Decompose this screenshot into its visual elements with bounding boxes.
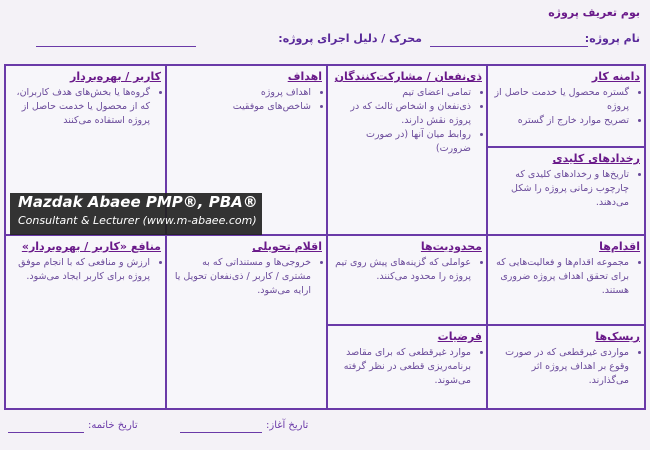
project-name-line[interactable] [430,46,588,47]
scope-cell [486,64,646,148]
stakeholders-list [332,86,482,156]
benefits-list [10,256,161,284]
canvas-title: بوم تعریف پروژه [548,6,640,19]
benefits-cell [4,234,167,410]
users-item: • گروه‌ها یا بخش‌های هدف کاربران، که از محصول یا خدمت حاصل از پروژه استفاده می‌کنند [10,86,150,128]
stakeholders-item: • روابط میان آنها (در صورت ضرورت) [332,128,471,156]
constraints-list [332,256,482,284]
risks-item: • مواردی غیرقطعی که در صورت وقوع بر اهداف پروژه اثر می‌گذارند. [492,346,629,388]
assumptions-cell [326,324,488,410]
assumptions-title: فرضیات [437,330,482,343]
end-date-line[interactable] [8,432,84,433]
deliverables-item: • خروجی‌ها و مستنداتی که به مشتری / کاربر / ذی‌نفعان تحویل یا ارایه می‌شود. [171,256,311,298]
constraints-cell [326,234,488,326]
actions-list [492,256,640,298]
benefits-item: • ارزش و منافعی که با انجام موفق پروژه برای کاربر ایجاد می‌شود. [10,256,150,284]
goals-list [171,86,322,114]
watermark-subtitle: Consultant & Lecturer (www.m-abaee.com) [18,214,257,227]
milestones-cell [486,146,646,236]
stakeholders-item: • ذی‌نفعان و اشخاص ثالث که در پروژه نقش دارند. [332,100,471,128]
risks-list [492,346,640,388]
deliverables-list [171,256,322,298]
deliverables-cell [165,234,328,410]
deliverables-title: اقلام تحویلی [252,240,322,253]
risks-cell [486,324,646,410]
risks-title: ریسک‌ها [595,330,640,343]
actions-item: • مجموعه اقدام‌ها و فعالیت‌هایی که برای تحقق اهداف پروژه ضروری هستند. [492,256,629,298]
project-name-label: نام پروژه: [584,32,640,45]
stakeholders-item: • تمامی اعضای تیم [332,86,471,100]
assumptions-list [332,346,482,388]
users-list [10,86,161,128]
scope-title: دامنه کار [591,70,640,83]
canvas-grid [4,64,646,410]
end-date-label: تاریخ خاتمه: [88,420,138,431]
goals-title: اهداف [287,70,322,83]
driver-line[interactable] [36,46,196,47]
constraints-item: • عواملی که گزینه‌های پیش روی تیم پروژه را محدود می‌کنند. [332,256,471,284]
actions-cell [486,234,646,326]
scope-item: • تصریح موارد خارج از گستره [492,114,629,128]
scope-list [492,86,640,128]
milestones-item: • تاریخ‌ها و رخدادهای کلیدی که چارچوب زمانی پروژه را شکل می‌دهند. [492,168,629,210]
assumptions-item: • موارد غیرقطعی که برای مقاصد برنامه‌ریزی قطعی در نظر گرفته می‌شوند. [332,346,471,388]
start-date-label: تاریخ آغاز: [266,420,309,431]
goals-item: • اهداف پروژه [171,86,311,100]
scope-item: • گستره محصول یا خدمت حاصل از پروژه [492,86,629,114]
actions-title: اقدام‌ها [599,240,640,253]
constraints-title: محدودیت‌ها [420,240,482,253]
milestones-title: رخدادهای کلیدی [552,152,640,165]
users-title: کاربر / بهره‌بردار [70,70,161,83]
start-date-line[interactable] [180,432,262,433]
stakeholders-title: ذی‌نفعان / مشارکت‌کنندگان [334,70,482,83]
watermark-name: Mazdak Abaee PMP®, PBA® [18,193,258,211]
benefits-title: منافع «کاربر / بهره‌بردار» [21,240,161,253]
driver-label: محرک / دلیل اجرای پروژه: [278,32,422,45]
milestones-list [492,168,640,210]
stakeholders-cell [326,64,488,236]
goals-item: • شاخص‌های موفقیت [171,100,311,114]
